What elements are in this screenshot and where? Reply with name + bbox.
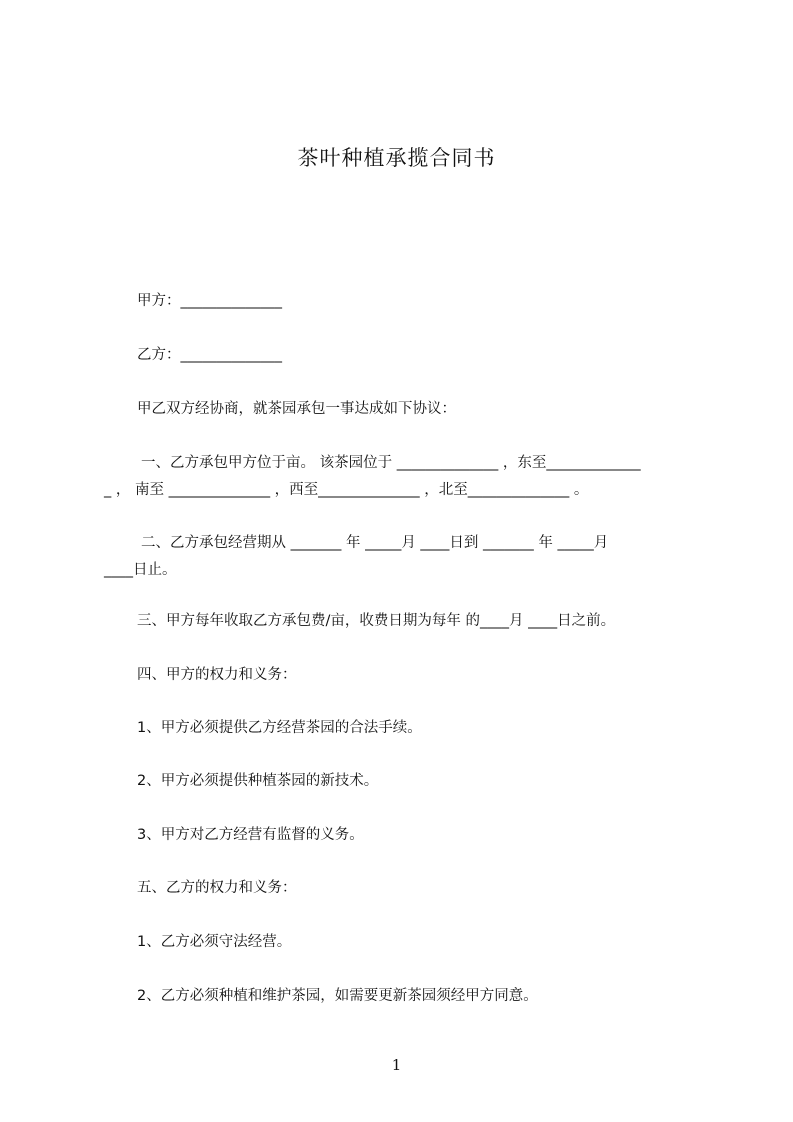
clause-5-item-1: 1、乙方必须守法经营。 [137,934,292,950]
party-b-line: 乙方：______________ [137,347,282,363]
page-number: 1 [391,1056,402,1074]
clause-4-heading: 四、甲方的权力和义务： [137,667,297,683]
document-title: 茶叶种植承揽合同书 [297,146,496,170]
clause-3: 三、甲方每年收取乙方承包费/亩，收费日期为每年 的____月 ____日之前。 [137,613,616,629]
clause-4-item-2: 2、甲方必须提供种植茶园的新技术。 [137,773,379,789]
clause-5-heading: 五、乙方的权力和义务： [137,880,297,896]
party-a-line: 甲方：______________ [137,293,282,309]
agreement-intro: 甲乙双方经协商，就茶园承包一事达成如下协议： [137,401,456,417]
clause-5-item-2: 2、乙方必须种植和维护茶园，如需要更新茶园须经甲方同意。 [137,988,538,1004]
clause-4-item-1: 1、甲方必须提供乙方经营茶园的合法手续。 [137,720,422,736]
clause-1-line-1: 一、乙方承包甲方位于亩。 该茶园位于 ______________ ，东至_____________ [141,455,641,471]
clause-2-line-1: 二、乙方承包经营期从 _______ 年 _____月 ____日到 _______ 年 _____月 [141,535,609,551]
clause-4-item-3: 3、甲方对乙方经营有监督的义务。 [137,827,364,843]
clause-2-line-2: ____日止。 [104,562,177,578]
clause-1-line-2: _ ， 南至 ______________ ，西至______________ ，北至______________ 。 [104,482,589,498]
